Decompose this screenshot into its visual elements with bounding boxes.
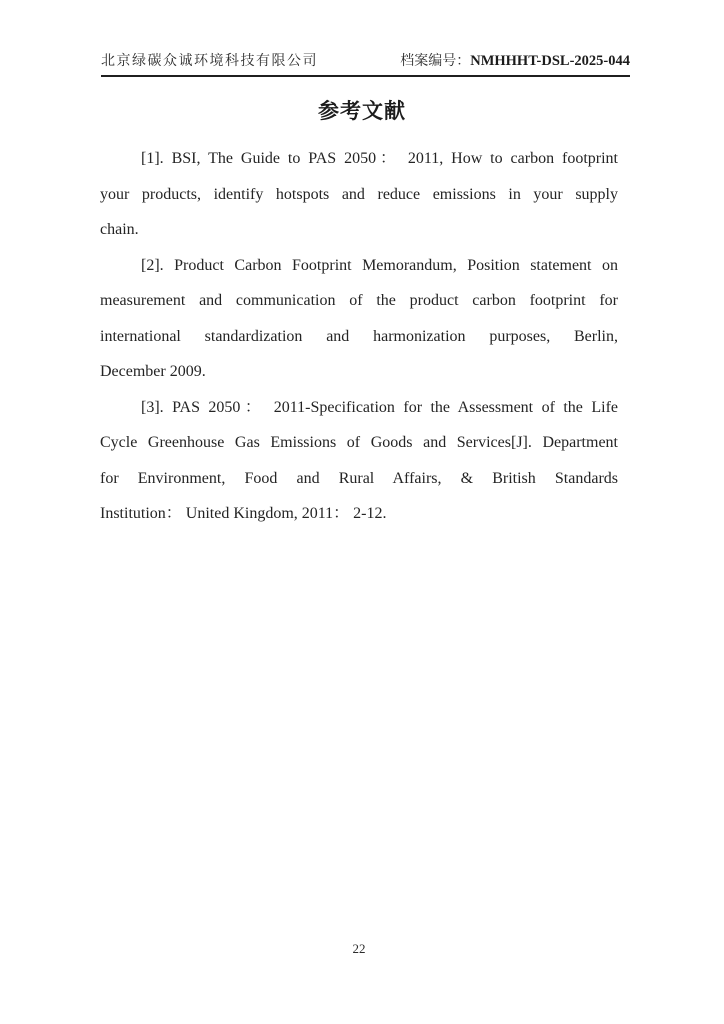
reference-line: measurement and communication of the product carbon footprint for bbox=[100, 292, 618, 309]
page-number: 22 bbox=[352, 941, 366, 956]
reference-line: [2]. Product Carbon Footprint Memorandum, Position statement on bbox=[141, 256, 618, 274]
reference-line: for Environment, Food and Rural Affairs, & British Standards bbox=[100, 469, 618, 487]
reference-line: international standardization and harmonization purposes, Berlin, bbox=[100, 327, 618, 345]
company-name: 北京绿碳众诚环境科技有限公司 bbox=[101, 54, 318, 69]
references-list bbox=[100, 141, 618, 532]
archive-number-value: NMHHHT-DSL-2025-044 bbox=[470, 53, 630, 69]
reference-line: [3]. PAS 2050： 2011-Specification for the Assessment of the Life bbox=[141, 398, 618, 416]
reference-item bbox=[100, 141, 618, 248]
reference-line: Institution： United Kingdom, 2011： 2-12. bbox=[100, 505, 387, 522]
reference-line: chain. bbox=[100, 221, 139, 238]
archive-number bbox=[400, 50, 630, 70]
reference-line: your products, identify hotspots and reduce emissions in your supply bbox=[100, 185, 618, 203]
reference-line: [1]. BSI, The Guide to PAS 2050： 2011, How to carbon footprint bbox=[141, 150, 618, 167]
reference-line: Cycle Greenhouse Gas Emissions of Goods and Services[J]. Department bbox=[100, 434, 618, 451]
archive-number-label: 档案编号： bbox=[400, 54, 471, 69]
reference-item bbox=[100, 248, 618, 390]
page-header bbox=[101, 50, 630, 77]
reference-line: December 2009. bbox=[100, 363, 206, 380]
section-title: 参考文献 bbox=[318, 99, 406, 123]
reference-item bbox=[100, 390, 618, 532]
